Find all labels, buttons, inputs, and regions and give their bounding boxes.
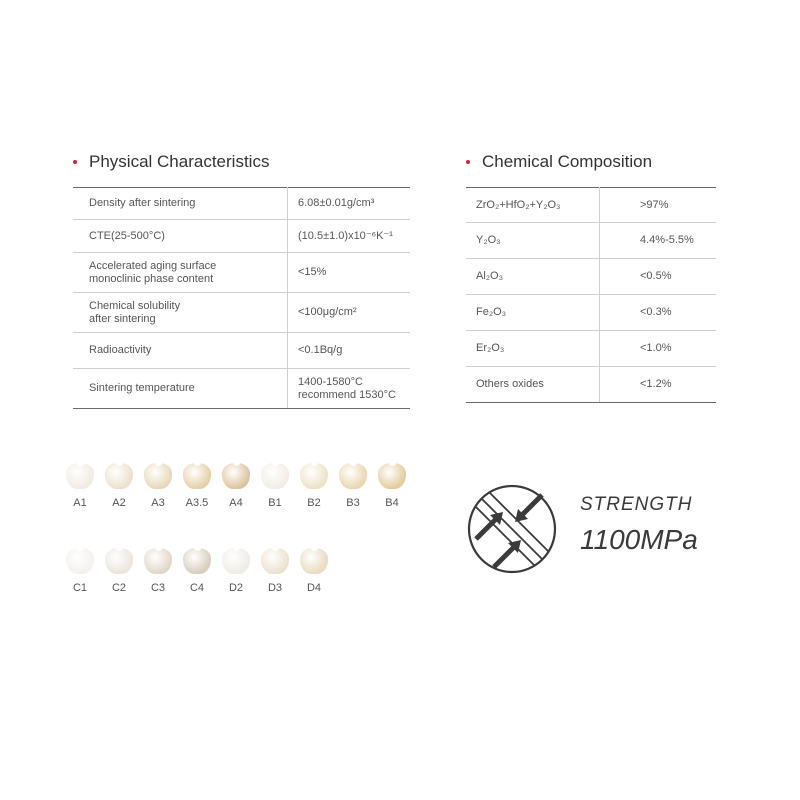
chemical-row-value: >97% [600, 188, 717, 223]
chemical-row-label: Fe₂O₃ [466, 295, 600, 331]
shade-swatch-b1 [255, 463, 295, 509]
strength-value: 1100MPa [580, 524, 698, 555]
physical-row-value [288, 188, 411, 220]
shade-swatch-a3 [138, 463, 178, 509]
physical-row-value [288, 369, 411, 409]
chemical-title-text: Chemical Composition [482, 152, 653, 171]
physical-row-value [288, 293, 411, 333]
shade-swatch-b3 [333, 463, 373, 509]
shade-swatch-c3 [138, 548, 178, 594]
tooth-icon [222, 463, 250, 489]
chemical-row-value: <0.5% [600, 259, 717, 295]
tooth-icon [300, 463, 328, 489]
tooth-icon [378, 463, 406, 489]
physical-row [73, 333, 410, 369]
chemical-composition-table [466, 187, 716, 403]
physical-label-line: CTE(25-500°C) [89, 229, 165, 242]
physical-value-line: (10.5±1.0)x10⁻⁶K⁻¹ [298, 229, 393, 242]
physical-row-value [288, 220, 411, 253]
physical-title-text: Physical Characteristics [89, 152, 270, 171]
physical-row [73, 220, 410, 253]
physical-row-label [73, 188, 288, 220]
shade-label: C1 [72, 582, 88, 594]
chemical-row-label: Al₂O₃ [466, 259, 600, 295]
chemical-row-value: <1.2% [600, 367, 717, 403]
chemical-row [466, 188, 716, 223]
shade-label: A4 [229, 497, 243, 509]
chemical-row [466, 223, 716, 259]
tooth-icon [66, 463, 94, 489]
physical-label-line: monoclinic phase content [89, 272, 214, 285]
shade-label: B1 [268, 497, 282, 509]
tooth-icon [105, 463, 133, 489]
shade-swatch-c1 [60, 548, 100, 594]
physical-label-line: Density after sintering [89, 197, 196, 209]
shade-swatch-a1 [60, 463, 100, 509]
bullet-dot-icon [73, 160, 77, 164]
physical-value-line: <0.1Bq/g [298, 344, 343, 356]
shade-label: D3 [267, 582, 283, 594]
shade-label: D4 [306, 582, 322, 594]
shade-label: C4 [189, 582, 205, 594]
shade-swatch-d3 [255, 548, 295, 594]
physical-row-value [288, 253, 411, 293]
physical-characteristics-table [73, 187, 410, 409]
shade-swatch-c2 [99, 548, 139, 594]
strength-arrows-icon [466, 483, 558, 575]
chemical-row-label: Others oxides [466, 367, 600, 403]
shade-label: A3.5 [185, 497, 209, 509]
shade-label: C2 [111, 582, 127, 594]
shade-label: A2 [112, 497, 126, 509]
shade-swatch-d4 [294, 548, 334, 594]
shade-label: A1 [73, 497, 87, 509]
shade-swatch-a3-5 [177, 463, 217, 509]
physical-row-label [73, 293, 288, 333]
physical-label-line: Chemical solubility [89, 299, 181, 312]
strength-label: STRENGTH [580, 494, 693, 515]
shade-guide-row-2 [60, 548, 420, 608]
physical-label-line: Radioactivity [89, 344, 152, 356]
tooth-icon [183, 548, 211, 574]
physical-value-line: recommend 1530°C [298, 388, 396, 401]
chemical-row [466, 331, 716, 367]
chemical-row-label: Er₂O₃ [466, 331, 600, 367]
shade-label: A3 [151, 497, 165, 509]
shade-swatch-c4 [177, 548, 217, 594]
physical-characteristics-title [73, 152, 269, 172]
physical-row [73, 369, 410, 409]
shade-guide-row-1 [60, 463, 420, 523]
tooth-icon [300, 548, 328, 574]
shade-label: B4 [385, 497, 399, 509]
physical-value-line: <100μg/cm² [298, 306, 357, 318]
physical-row [73, 188, 410, 220]
shade-label: B3 [346, 497, 360, 509]
physical-row-value [288, 333, 411, 369]
chemical-composition-title [466, 152, 652, 172]
shade-swatch-d2 [216, 548, 256, 594]
strength-text-block [580, 494, 698, 556]
physical-value-line: 1400-1580°C [298, 375, 363, 388]
chemical-row-value: <1.0% [600, 331, 717, 367]
tooth-icon [66, 548, 94, 574]
tooth-icon [183, 463, 211, 489]
shade-swatch-b4 [372, 463, 412, 509]
physical-label-line: after sintering [89, 312, 156, 325]
physical-value-line: <15% [298, 266, 327, 278]
tooth-icon [261, 548, 289, 574]
physical-row-label [73, 220, 288, 253]
shade-swatch-a2 [99, 463, 139, 509]
physical-row [73, 253, 410, 293]
physical-row [73, 293, 410, 333]
physical-row-label [73, 333, 288, 369]
shade-label: D2 [228, 582, 244, 594]
chemical-row [466, 367, 716, 403]
chemical-row-label: ZrO₂+HfO₂+Y₂O₃ [466, 188, 600, 223]
chemical-row [466, 259, 716, 295]
tooth-icon [339, 463, 367, 489]
shade-swatch-b2 [294, 463, 334, 509]
bullet-dot-icon [466, 160, 470, 164]
shade-label: C3 [150, 582, 166, 594]
physical-label-line: Sintering temperature [89, 382, 195, 394]
chemical-row-label: Y₂O₃ [466, 223, 600, 259]
physical-label-line: Accelerated aging surface [89, 259, 217, 272]
physical-value-line: 6.08±0.01g/cm³ [298, 197, 375, 209]
tooth-icon [222, 548, 250, 574]
tooth-icon [144, 548, 172, 574]
tooth-icon [261, 463, 289, 489]
chemical-row [466, 295, 716, 331]
tooth-icon [105, 548, 133, 574]
physical-row-label [73, 369, 288, 409]
tooth-icon [144, 463, 172, 489]
shade-label: B2 [307, 497, 321, 509]
physical-row-label [73, 253, 288, 293]
chemical-row-value: <0.3% [600, 295, 717, 331]
chemical-row-value: 4.4%-5.5% [600, 223, 717, 259]
shade-swatch-a4 [216, 463, 256, 509]
